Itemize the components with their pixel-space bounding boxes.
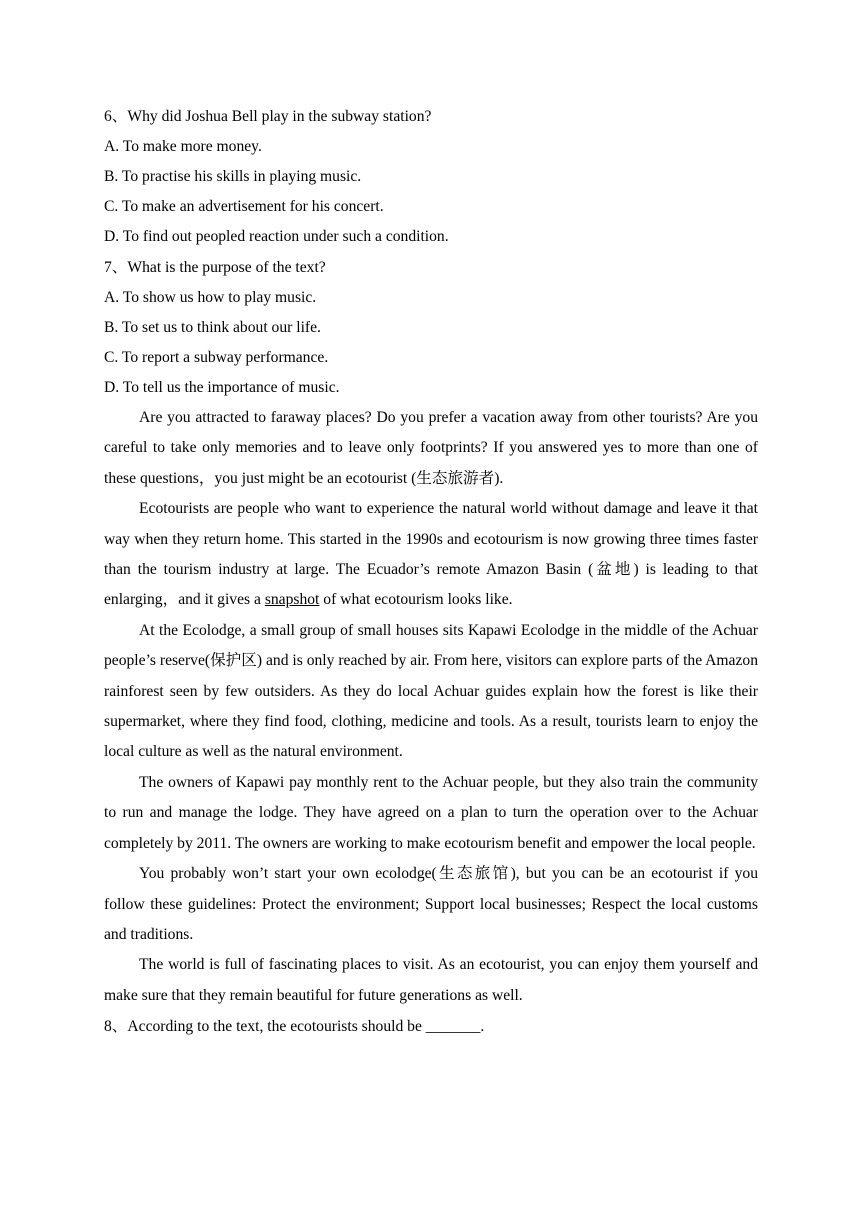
- passage-paragraph-3: At the Ecolodge, a small group of small houses sits Kapawi Ecolodge in the middle of the Achuar people’s reserve(保护区) and is only reached by air. From here, visitors can explore parts of the Amazon rainforest seen by few outsiders. As they do local Achuar guides explain how the forest is like their supermarket, where they find food, clothing, medicine and tools. As a result, tourists learn to enjoy the local culture as well as the natural environment.: [104, 621, 758, 761]
- question-7-option-b: B. To set us to think about our life.: [104, 319, 321, 336]
- question-7-option-c: C. To report a subway performance.: [104, 349, 329, 366]
- question-7-stem: 7、What is the purpose of the text?: [104, 259, 326, 276]
- question-7-option-d: D. To tell us the importance of music.: [104, 379, 340, 396]
- document-page: [104, 101, 758, 1042]
- question-6-stem: 6、Why did Joshua Bell play in the subway station?: [104, 108, 432, 125]
- question-8-stem: 8、According to the text, the ecotourists should be _______.: [104, 1018, 485, 1036]
- question-6-option-d: D. To find out peopled reaction under such a condition.: [104, 228, 449, 245]
- passage-paragraph-5: You probably won’t start your own ecolodge(生态旅馆), but you can be an ecotourist if you follow these guidelines: Protect the environment; Support local businesses; Respect the local customs and traditions.: [104, 865, 758, 943]
- question-6-option-b: B. To practise his skills in playing music.: [104, 168, 362, 185]
- passage-paragraph-2-text-after: of what ecotourism looks like.: [319, 591, 513, 609]
- passage-paragraph-2-text-before: Ecotourists are people who want to experience the natural world without damage and leave it that way when they return home. This started in the 1990s and ecotourism is now growing three times faster than the tourism industry at large. The Ecuador’s remote Amazon Basin (盆地) is leading to that enlarging，and it gives a: [104, 500, 758, 609]
- question-6-option-a: A. To make more money.: [104, 138, 262, 155]
- passage-paragraph-1: Are you attracted to faraway places? Do you prefer a vacation away from other tourists? Are you careful to take only memories and to leave only footprints? If you answered yes to more than one of these questions，you just might be an ecotourist (生态旅游者).: [104, 409, 758, 487]
- passage-paragraph-4: The owners of Kapawi pay monthly rent to the Achuar people, but they also train the community to run and manage the lodge. They have agreed on a plan to turn the operation over to the Achuar completely by 2011. The owners are working to make ecotourism benefit and empower the local people.: [104, 773, 758, 852]
- question-6-option-c: C. To make an advertisement for his concert.: [104, 198, 384, 215]
- underlined-word-snapshot: snapshot: [264, 591, 320, 609]
- passage-paragraph-2: [104, 494, 758, 616]
- passage-paragraph-6: The world is full of fascinating places to visit. As an ecotourist, you can enjoy them yourself and make sure that they remain beautiful for future generations as well.: [104, 956, 758, 1004]
- question-7-option-a: A. To show us how to play music.: [104, 289, 317, 306]
